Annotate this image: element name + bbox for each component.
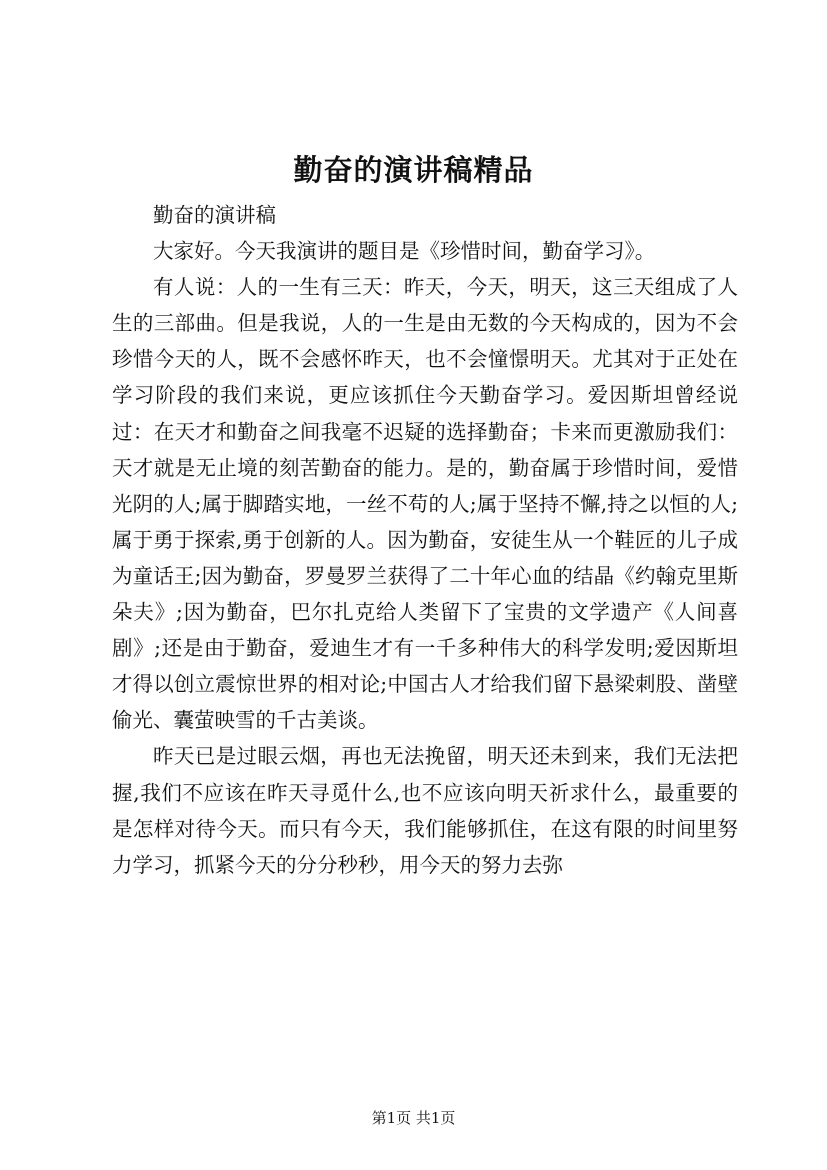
body-paragraph: 昨天已是过眼云烟，再也无法挽留，明天还未到来，我们无法把握,我们不应该在昨天寻觅什么,也不应该向明天祈求什么，最重要的是怎样对待今天。而只有今天，我们能够抓住，在这有限的时间里努力学习，抓紧今天的分分秒秒，用今天的努力去弥 bbox=[112, 744, 738, 877]
document-title: 勤奋的演讲稿精品 bbox=[293, 153, 534, 187]
body-paragraph: 有人说：人的一生有三天：昨天，今天，明天，这三天组成了人生的三部曲。但是我说，人的一生是由无数的今天构成的，因为不会珍惜今天的人，既不会感怀昨天，也不会憧憬明天。尤其对于正处在学习阶段的我们来说，更应该抓住今天勤奋学习。爱因斯坦曾经说过：在天才和勤奋之间我毫不迟疑的选择勤奋；卡来而更激励我们：天才就是无止境的刻苦勤奋的能力。是的，勤奋属于珍惜时间，爱惜光阴的人;属于脚踏实地，一丝不苟的人;属于坚持不懈,持之以恒的人;属于勇于探索,勇于创新的人。因为勤奋，安徒生从一个鞋匠的儿子成为童话王;因为勤奋，罗曼罗兰获得了二十年心血的结晶《约翰克里斯朵夫》;因为勤奋，巴尔扎克给人类留下了宝贵的文学遗产《人间喜剧》;还是由于勤奋，爱迪生才有一千多种伟大的科学发明;爱因斯坦才得以创立震惊世界的相对论;中国古人才给我们留下悬梁刺股、凿壁偷光、囊萤映雪的千古美谈。 bbox=[112, 275, 738, 733]
subtitle-paragraph: 勤奋的演讲稿 bbox=[153, 203, 276, 227]
document-body bbox=[112, 197, 738, 883]
greeting-paragraph: 大家好。今天我演讲的题目是《珍惜时间，勤奋学习》。 bbox=[153, 239, 656, 264]
page-footer: 第1页 共1页 bbox=[371, 1109, 456, 1127]
